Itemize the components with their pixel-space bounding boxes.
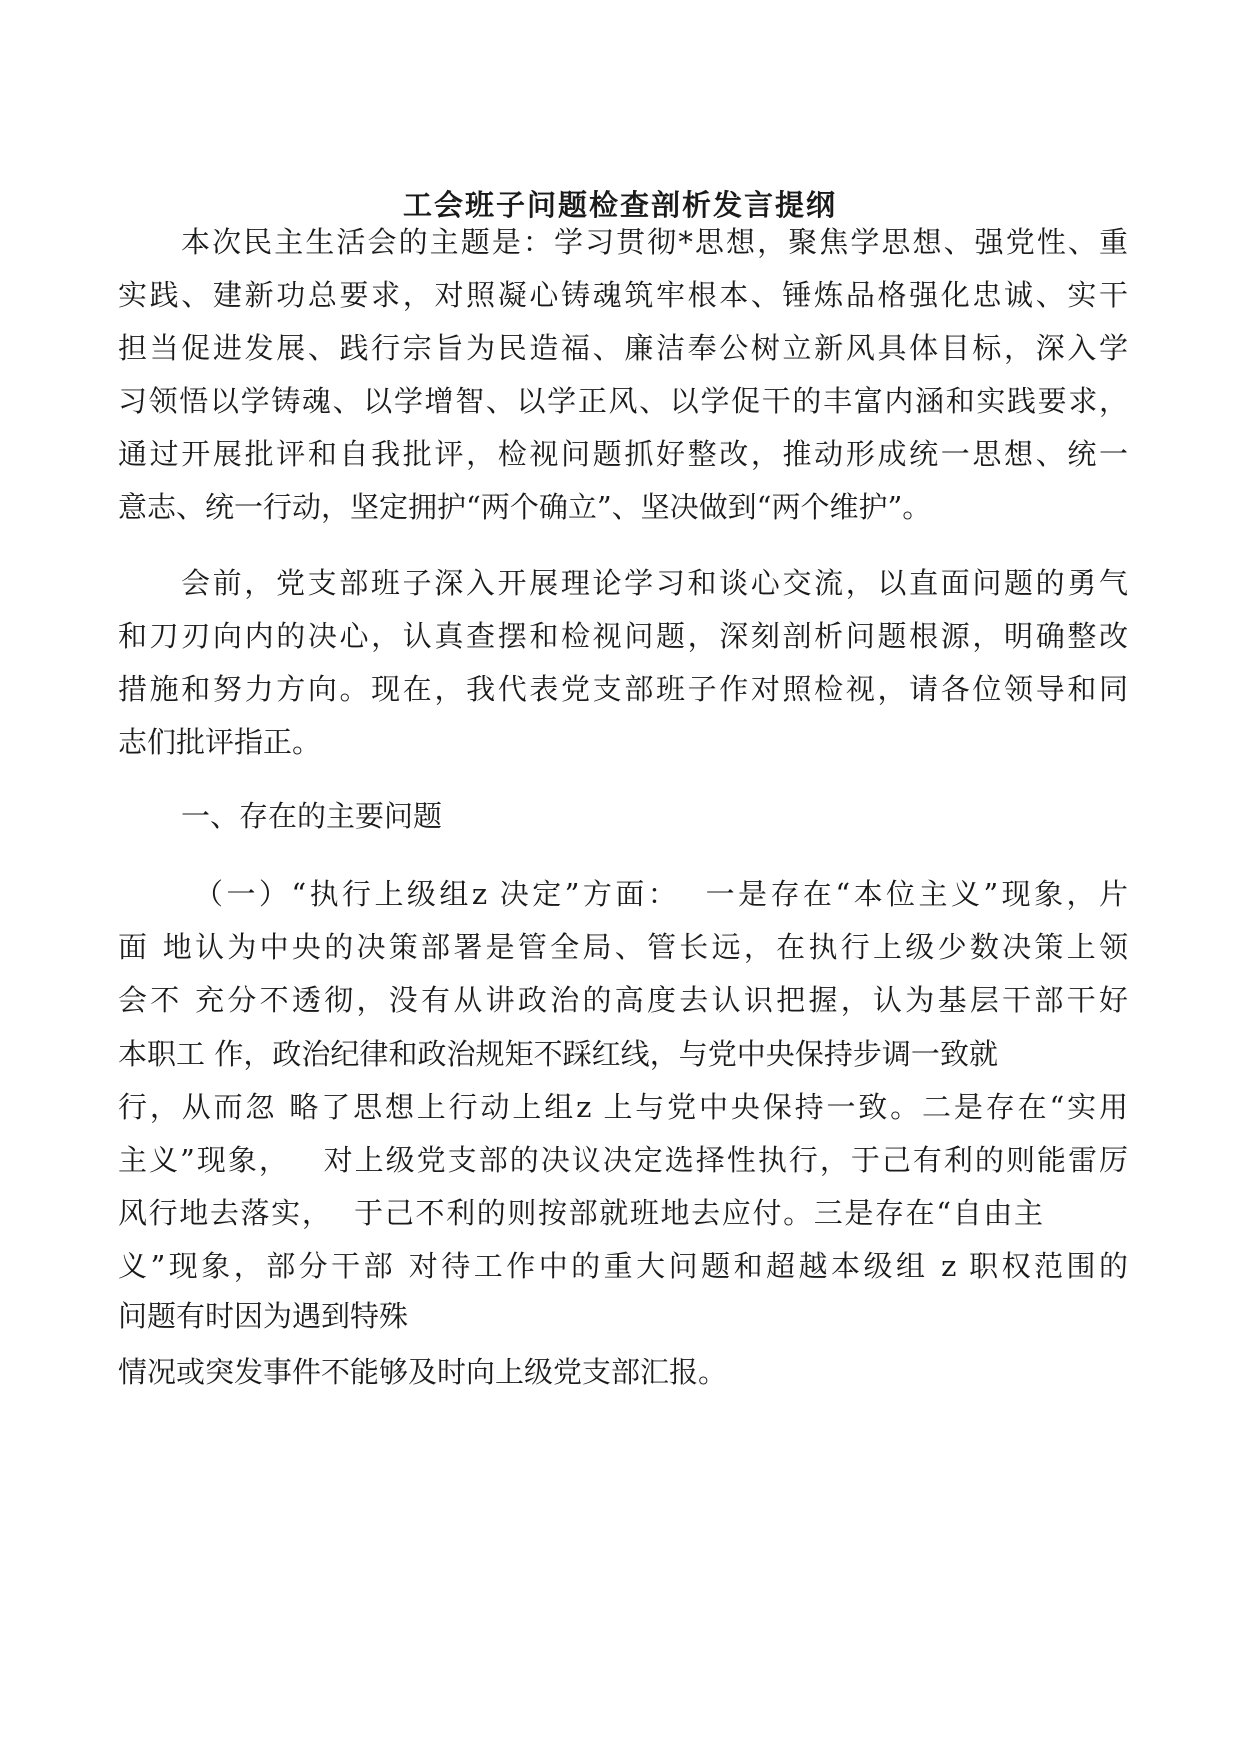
paragraph-line: 义”现象，部分干部 对待工作中的重大问题和超越本级组 z 职权范围的 — [118, 1249, 1128, 1283]
paragraph-line: 问题有时因为遇到特殊 — [118, 1299, 409, 1333]
paragraph-line: 本职工 作，政治纪律和政治规矩不踩红线，与党中央保持步调一致就 — [118, 1037, 998, 1071]
paragraph-line: 措施和努力方向。现在，我代表党支部班子作对照检视，请各位领导和同 — [118, 672, 1128, 706]
paragraph-line: 和刀刃向内的决心，认真查摆和检视问题，深刻剖析问题根源，明确整改 — [118, 619, 1128, 653]
paragraph-line: （一）“执行上级组z 决定”方面： 一是存在“本位主义”现象，片 — [194, 877, 1128, 911]
paragraph-line: 实践、建新功总要求，对照凝心铸魂筑牢根本、锤炼品格强化忠诚、实干 — [118, 278, 1128, 312]
paragraph-line: 意志、统一行动，坚定拥护“两个确立”、坚决做到“两个维护”。 — [118, 490, 932, 524]
paragraph-line: 情况或突发事件不能够及时向上级党支部汇报。 — [118, 1355, 728, 1389]
paragraph-line: 习领悟以学铸魂、以学增智、以学正风、以学促干的丰富内涵和实践要求， — [118, 384, 1128, 418]
paragraph-line: 会前，党支部班子深入开展理论学习和谈心交流，以直面问题的勇气 — [181, 566, 1128, 600]
document-title: 工会班子问题检查剖析发言提纲 — [402, 188, 837, 222]
paragraph-line: 志们批评指正。 — [118, 725, 322, 759]
paragraph-line: 通过开展批评和自我批评，检视问题抓好整改，推动形成统一思想、统一 — [118, 437, 1128, 471]
paragraph-line: 行，从而忽 略了思想上行动上组z 上与党中央保持一致。二是存在“实用 — [118, 1090, 1128, 1124]
paragraph-line: 本次民主生活会的主题是：学习贯彻*思想，聚焦学思想、强党性、重 — [181, 225, 1128, 259]
paragraph-line: 会不 充分不透彻，没有从讲政治的高度去认识把握，认为基层干部干好 — [118, 983, 1128, 1017]
section-heading: 一、存在的主要问题 — [181, 799, 443, 833]
paragraph-line: 风行地去落实， 于己不利的则按部就班地去应付。三是存在“自由主 — [118, 1196, 1043, 1230]
paragraph-line: 主义”现象， 对上级党支部的决议决定选择性执行，于己有利的则能雷厉 — [118, 1143, 1128, 1177]
paragraph-line: 面 地认为中央的决策部署是管全局、管长远，在执行上级少数决策上领 — [118, 930, 1128, 964]
paragraph-line: 担当促进发展、践行宗旨为民造福、廉洁奉公树立新风具体目标，深入学 — [118, 331, 1128, 365]
